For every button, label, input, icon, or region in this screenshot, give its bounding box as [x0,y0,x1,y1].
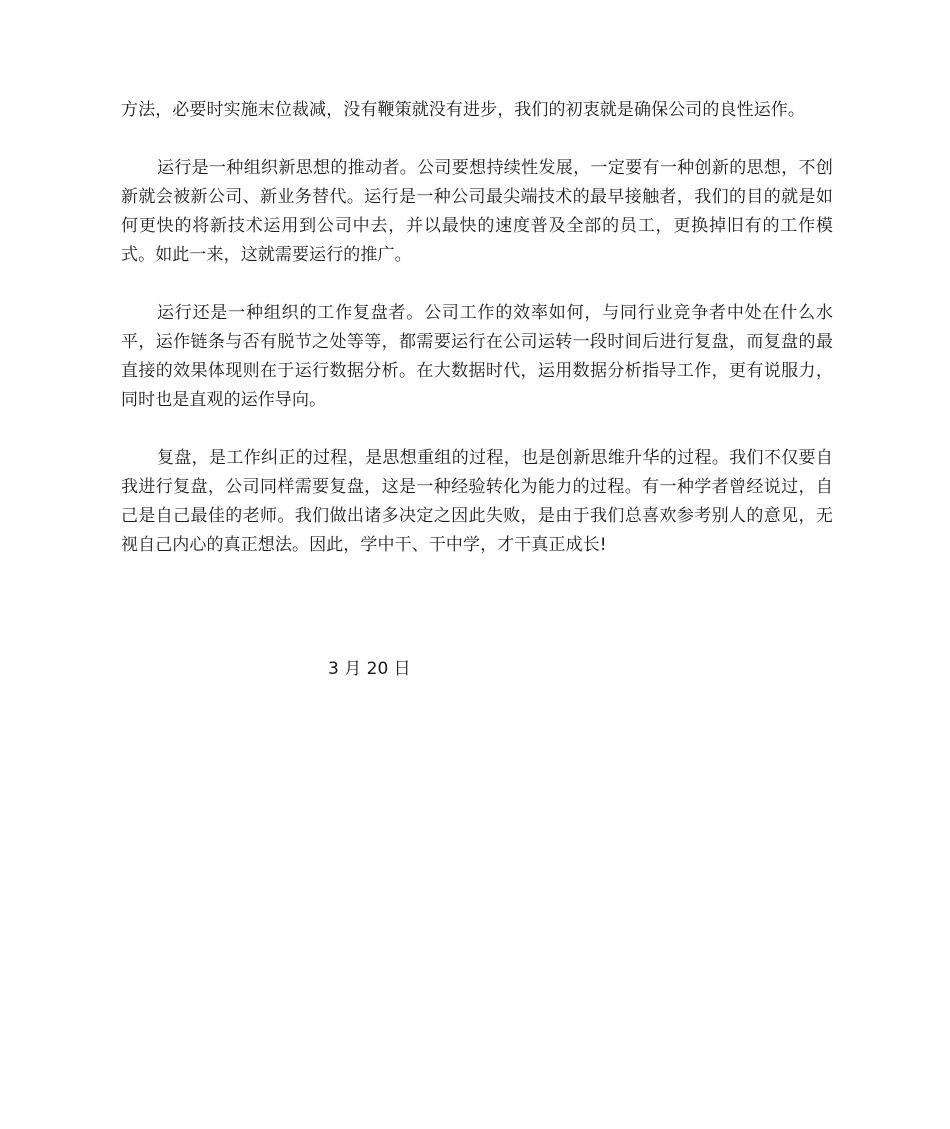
paragraph-4: 复盘，是工作纠正的过程，是思想重组的过程，也是创新思维升华的过程。我们不仅要自我进行复盘，公司同样需要复盘，这是一种经验转化为能力的过程。有一种学者曾经说过，自己是自己最佳的老师。我们做出诸多决定之因此失败，是由于我们总喜欢参考别人的意见，无视自己内心的真正想法。因此，学中干、干中学，才干真正成长! [121,448,833,555]
document-body [121,96,833,589]
paragraph-3: 运行还是一种组织的工作复盘者。公司工作的效率如何，与同行业竞争者中处在什么水平，运作链条与否有脱节之处等等，都需要运行在公司运转一段时间后进行复盘，而复盘的最直接的效果体现则在于运行数据分析。在大数据时代，运用数据分析指导工作，更有说服力，同时也是直观的运作导向。 [121,303,833,410]
paragraph-1: 方法，必要时实施末位裁减，没有鞭策就没有进步，我们的初衷就是确保公司的良性运作。 [121,100,805,120]
document-date: 3 月 20 日 [328,659,411,679]
paragraph-2: 运行是一种组织新思想的推动者。公司要想持续性发展，一定要有一种创新的思想，不创新就会被新公司、新业务替代。运行是一种公司最尖端技术的最早接触者，我们的目的就是如何更快的将新技术运用到公司中去，并以最快的速度普及全部的员工，更换掉旧有的工作模式。如此一来，这就需要运行的推广。 [121,158,833,265]
